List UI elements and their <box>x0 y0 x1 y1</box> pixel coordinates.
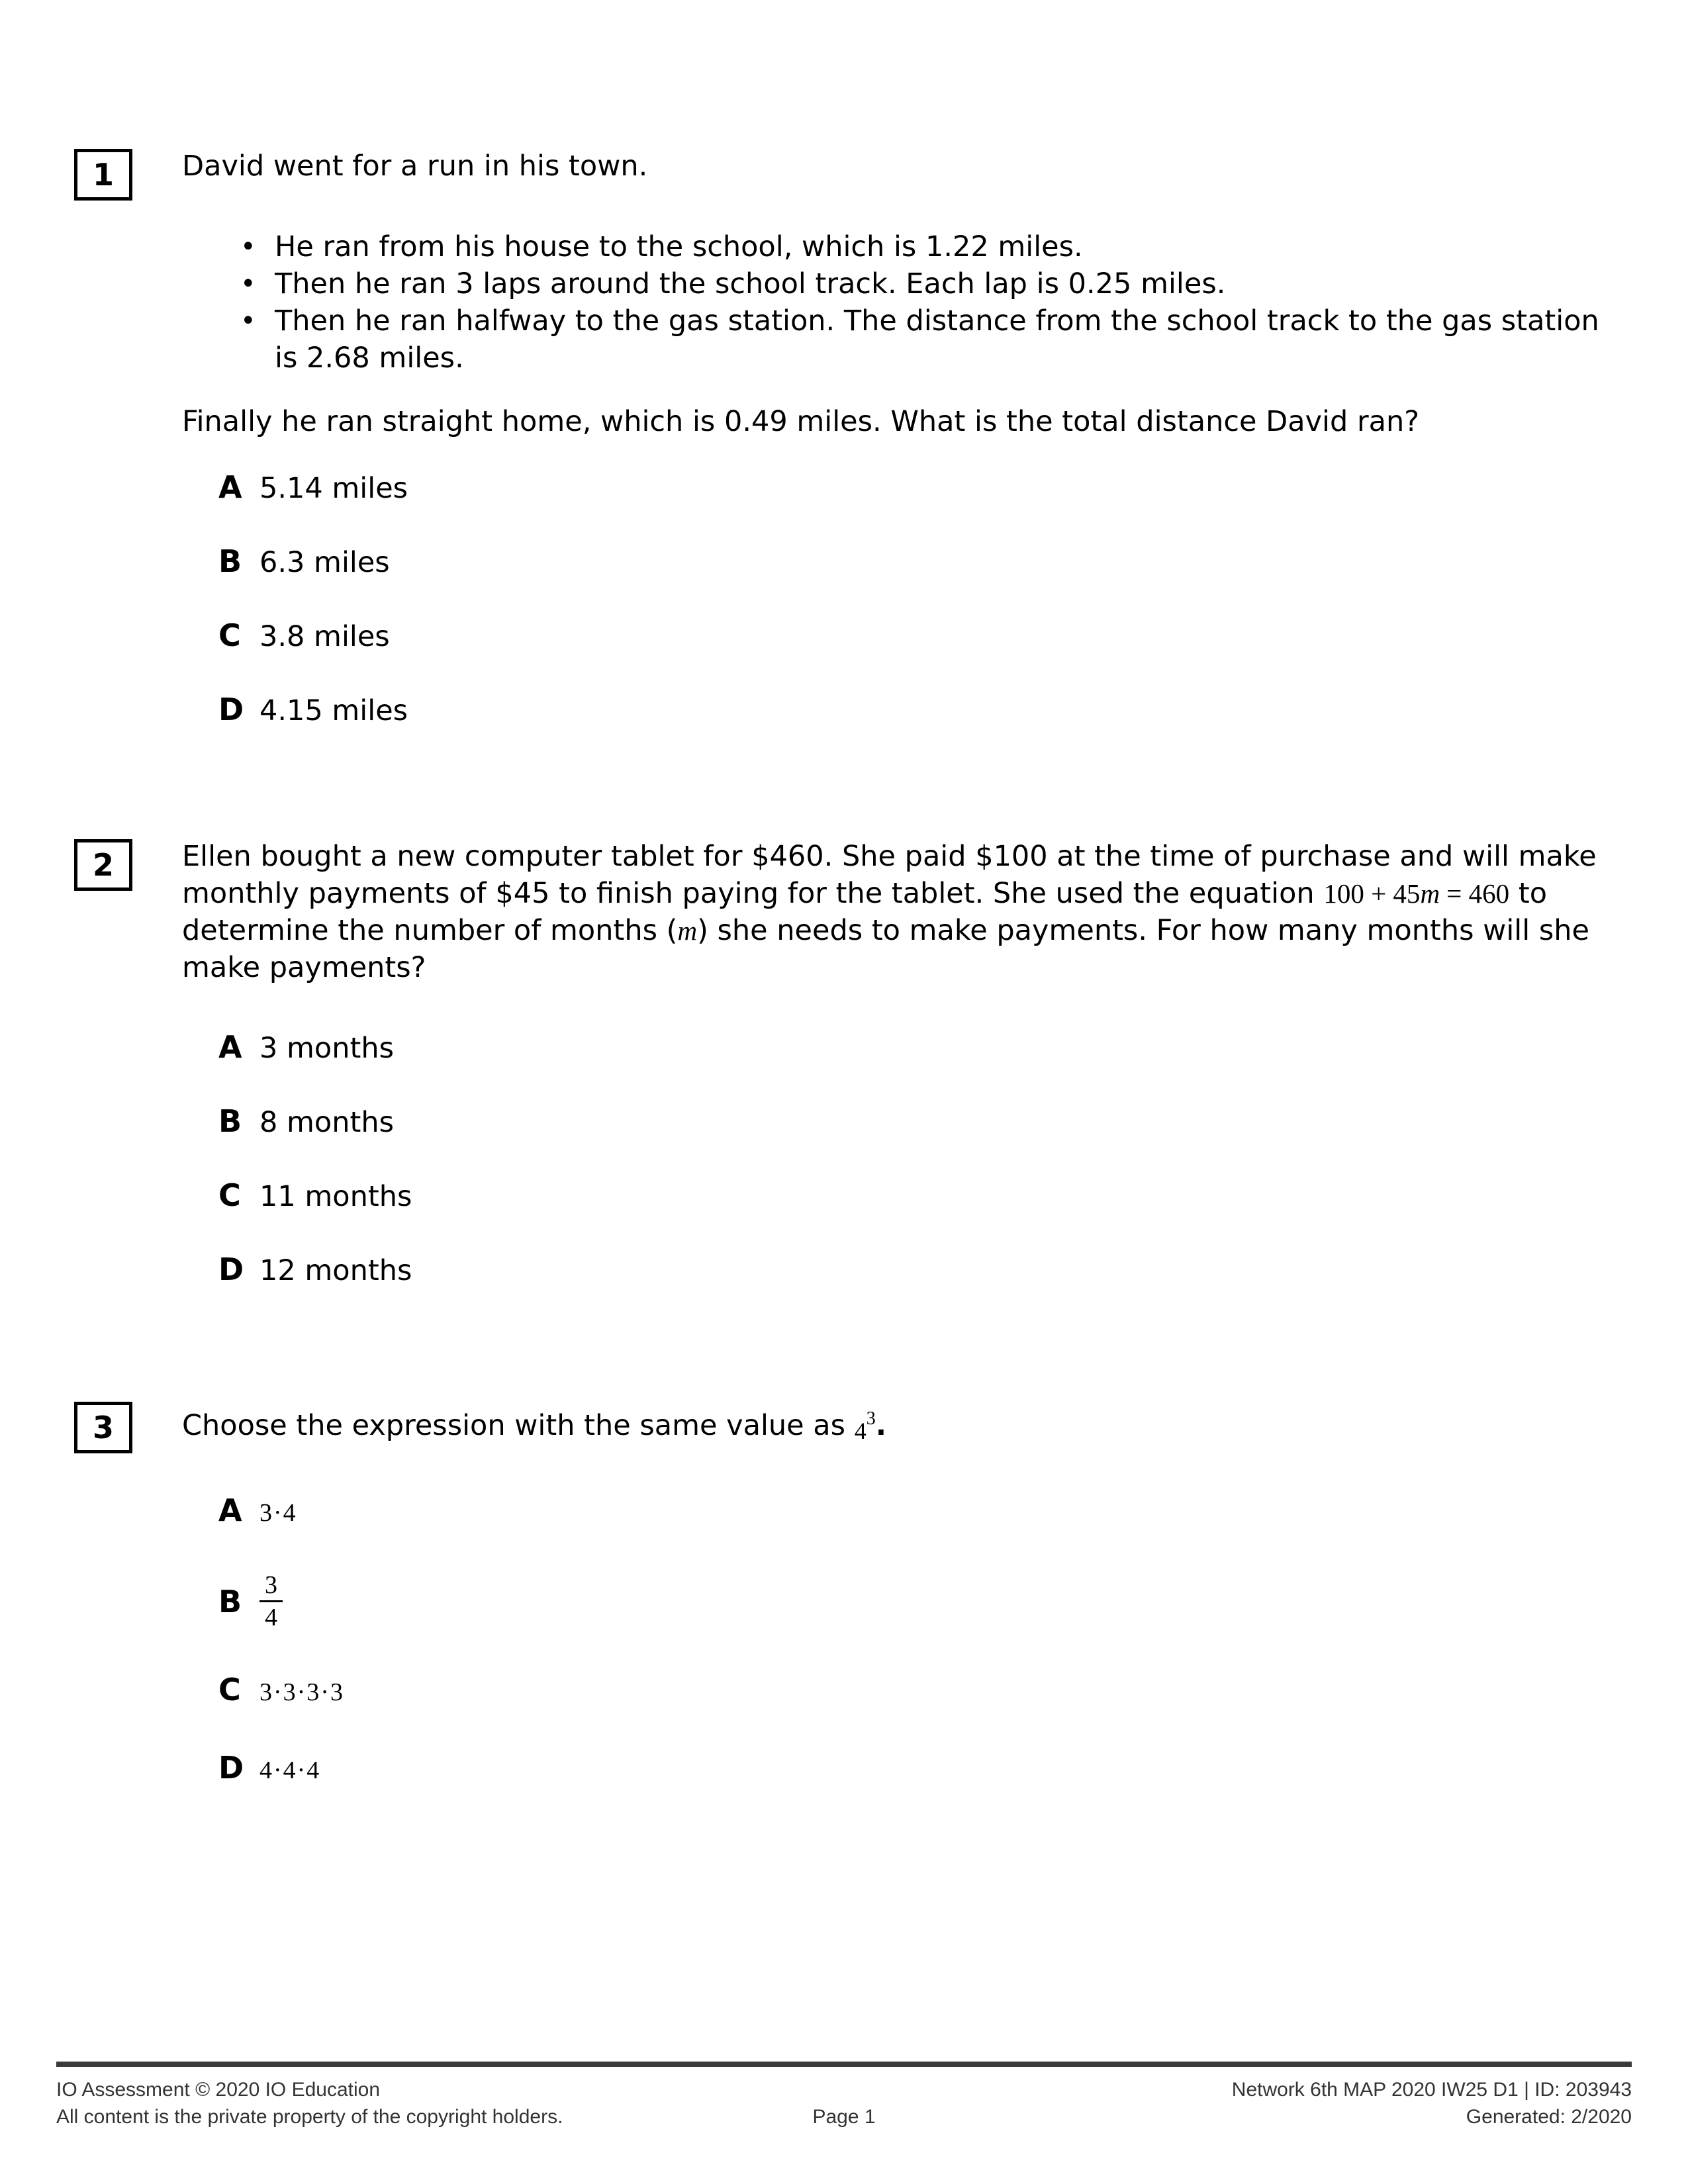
option-row <box>182 1492 1605 1531</box>
option-letter: D <box>218 692 244 727</box>
option-letter: C <box>218 1672 241 1707</box>
option-letter: C <box>218 617 241 653</box>
question-1-number: 1 <box>92 157 114 193</box>
stem-period: . <box>875 1409 887 1442</box>
option-row <box>182 1251 1605 1289</box>
option-text: 6.3 miles <box>259 546 390 579</box>
footer-generated-date: Generated: 2/2020 <box>1466 2106 1632 2128</box>
option-row <box>182 1103 1605 1141</box>
option-row <box>182 469 1605 507</box>
question-3-stem <box>182 1400 1605 1449</box>
option-letter: D <box>218 1251 244 1287</box>
question-1-closing: Finally he ran straight home, which is 0.49 miles. What is the total distance David ran? <box>182 405 1420 438</box>
stem-text: ) she needs to make payments. For how many months will she make payments? <box>182 914 1589 984</box>
bullet-item: • He ran from his house to the school, which is 1.22 miles. <box>182 228 1605 265</box>
option-text: 5.14 miles <box>259 472 408 505</box>
option-row <box>182 1749 1605 1789</box>
bullet-item: • Then he ran halfway to the gas station. The distance from the school track to the gas station is 2.68 miles. <box>182 302 1605 377</box>
option-row <box>182 543 1605 581</box>
equation-rhs: = 460 <box>1440 878 1510 909</box>
equation <box>1323 878 1509 909</box>
question-3 <box>74 1400 1622 1789</box>
footer-copyright-line1: IO Assessment © 2020 IO Education <box>56 2079 381 2101</box>
option-letter: A <box>218 1492 242 1528</box>
question-1-stem: David went for a run in his town. <box>182 150 648 183</box>
option-text: 8 months <box>259 1106 394 1139</box>
option-text: 3.8 miles <box>259 620 390 653</box>
option-row <box>182 1570 1605 1633</box>
question-3-options <box>182 1492 1605 1789</box>
power-exponent: 3 <box>866 1408 876 1429</box>
option-letter: B <box>218 543 242 579</box>
equation-lhs: 100 + 45 <box>1323 878 1421 909</box>
option-letter: A <box>218 469 242 505</box>
option-row <box>182 1671 1605 1711</box>
question-1-body <box>182 148 1605 729</box>
option-letter: B <box>218 1103 242 1139</box>
option-expression: 4·4·4 <box>259 1756 321 1784</box>
question-1-number-box <box>74 149 132 201</box>
question-3-number: 3 <box>92 1410 114 1445</box>
footer-divider <box>56 2062 1632 2067</box>
option-row <box>182 1028 1605 1067</box>
option-row <box>182 691 1605 729</box>
question-2-options <box>182 1028 1605 1289</box>
option-text: 11 months <box>259 1180 412 1213</box>
question-1 <box>74 148 1622 729</box>
option-expression: 3·4 <box>259 1499 297 1527</box>
equation-variable: m <box>1420 878 1440 909</box>
stem-text: Choose the expression with the same value as <box>182 1409 855 1442</box>
option-letter: A <box>218 1029 242 1065</box>
power-expression <box>855 1409 876 1442</box>
fraction-denominator: 4 <box>259 1600 283 1633</box>
footer-copyright-line2: All content is the private property of the copyright holders. <box>56 2106 563 2128</box>
option-letter: B <box>218 1583 242 1619</box>
question-2-stem <box>182 838 1605 986</box>
question-2-number: 2 <box>92 847 114 883</box>
option-text: 3 months <box>259 1032 394 1065</box>
option-expression: 3·3·3·3 <box>259 1678 344 1706</box>
option-row <box>182 617 1605 655</box>
question-1-options <box>182 469 1605 729</box>
option-text: 12 months <box>259 1254 412 1287</box>
question-3-body <box>182 1400 1605 1789</box>
question-2-number-box <box>74 839 132 891</box>
option-letter: D <box>218 1750 244 1786</box>
question-2 <box>74 838 1622 1289</box>
question-3-number-box <box>74 1402 132 1453</box>
power-base: 4 <box>854 1418 867 1444</box>
fraction-numerator: 3 <box>265 1571 277 1599</box>
stem-text: to determine the number of months ( <box>182 877 1548 947</box>
option-letter: C <box>218 1177 241 1213</box>
footer-right <box>943 2076 1632 2130</box>
footer <box>56 2076 1632 2130</box>
question-1-bullet-list <box>182 228 1605 377</box>
stem-text: Ellen bought a new computer tablet for $460. She paid $100 at the time of purchase and will make monthly payments of $45 to finish paying for the tablet. She used the equation <box>182 840 1597 910</box>
question-2-body <box>182 838 1605 1289</box>
option-text: 4.15 miles <box>259 694 408 727</box>
fraction <box>259 1570 283 1633</box>
footer-page-number: Page 1 <box>812 2106 876 2128</box>
bullet-item: • Then he ran 3 laps around the school track. Each lap is 0.25 miles. <box>182 265 1605 302</box>
variable-m: m <box>677 915 698 946</box>
option-row <box>182 1177 1605 1215</box>
footer-left <box>56 2076 745 2130</box>
footer-test-id: Network 6th MAP 2020 IW25 D1 | ID: 203943 <box>1231 2079 1632 2101</box>
